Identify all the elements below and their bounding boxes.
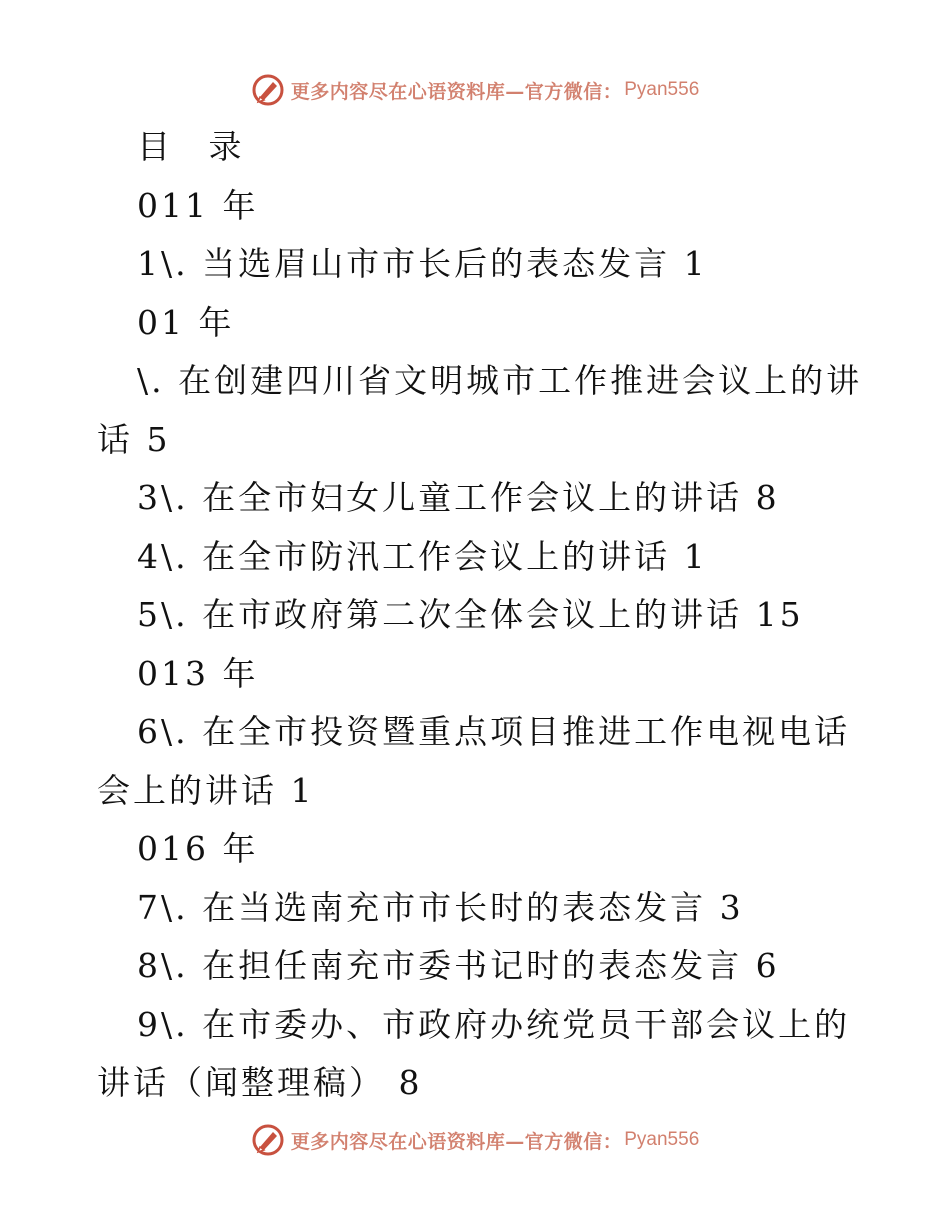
toc-line: 4\. 在全市防汛工作会议上的讲话 1	[137, 536, 708, 576]
toc-line: 1\. 当选眉山市市长后的表态发言 1	[137, 244, 708, 283]
toc-line: 6\. 在全市投资暨重点项目推进工作电视电话会上的讲话 1	[97, 712, 851, 810]
wechat-id: Pyan556	[624, 79, 700, 100]
toc-line: 7\. 在当选南充市市长时的表态发言 3	[137, 887, 744, 927]
toc-title: 目 录	[137, 127, 256, 166]
wechat-id: Pyan556	[624, 1129, 700, 1150]
header-watermark-banner	[0, 70, 950, 110]
toc-line: 016 年	[137, 829, 259, 868]
toc-line: \. 在创建四川省文明城市工作推进会议上的讲话 5	[97, 361, 863, 459]
toc-line: 3\. 在全市妇女儿童工作会议上的讲话 8	[137, 478, 780, 517]
watermark-text: 更多内容尽在心语资料库—官方微信：	[290, 1130, 623, 1153]
toc-content	[97, 118, 867, 1113]
watermark-text: 更多内容尽在心语资料库—官方微信：	[290, 80, 623, 103]
toc-line: 01 年	[137, 302, 235, 342]
toc-line: 8\. 在担任南充市委书记时的表态发言 6	[137, 946, 780, 985]
toc-line: 5\. 在市政府第二次全体会议上的讲话 15	[137, 595, 804, 634]
toc-line: 011 年	[137, 185, 259, 225]
footer-watermark-banner	[0, 1120, 950, 1160]
pen-circle-logo-icon	[251, 73, 285, 107]
pen-circle-logo-icon	[251, 1123, 285, 1157]
toc-line: 013 年	[137, 653, 259, 693]
toc-line: 9\. 在市委办、市政府办统党员干部会议上的讲话（闻整理稿） 8	[97, 1004, 851, 1102]
